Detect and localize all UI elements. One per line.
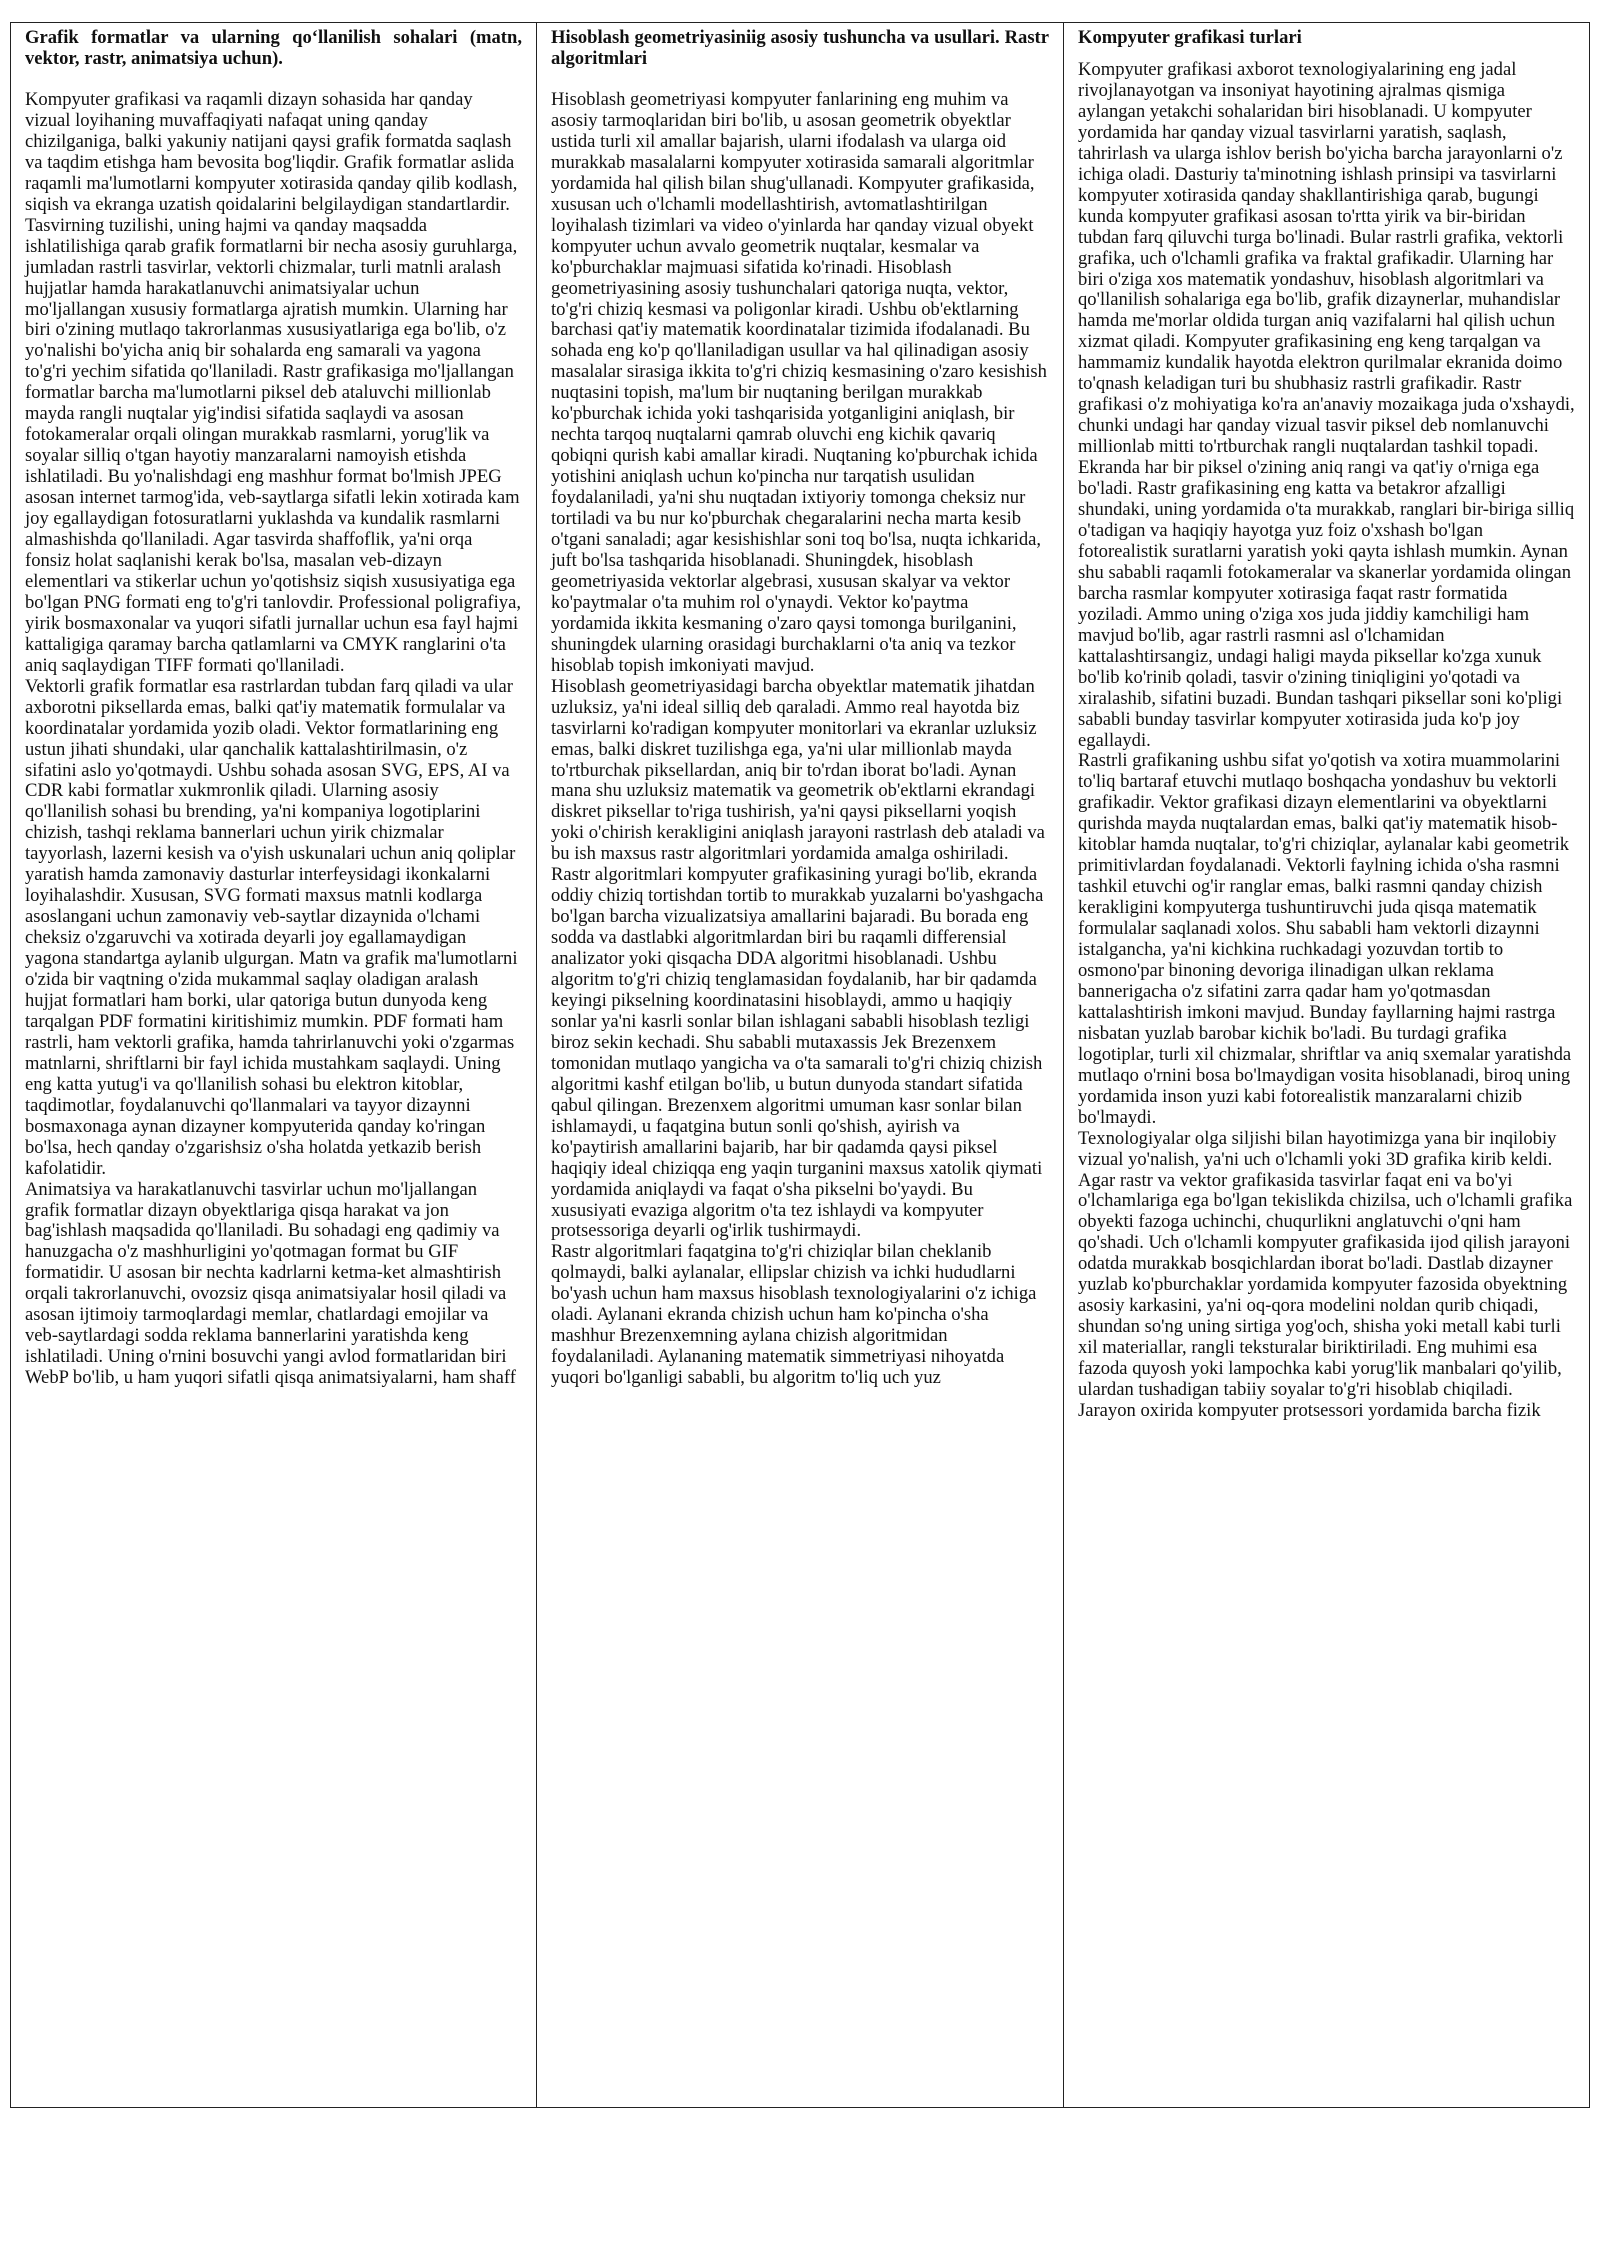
paragraph: Animatsiya va harakatlanuvchi tasvirlar uchun mo'ljallangan grafik formatlar dizayn obyektlariga qisqa harakat va jon bag'ishlash maqsadida qo'llaniladi. Bu sohadagi eng qadimiy va hanuzgacha o'z mashhurligini yo'qotmagan format bu GIF formatidir. U asosan bir nechta kadrlarni ketma-ket almashtirish orqali takrorlanuvchi, ovozsiz qisqa animatsiyalar hosil qiladi va asosan ijtimoiy tarmoqlardagi memlar, chatlardagi emojilar va veb-saytlardagi sodda reklama bannerlarini yaratishda keng ishlatiladi. Uning o'rnini bosuvchi yangi avlod formatlaridan biri WebP bo'lib, u ham yuqori sifatli qisqa animatsiyalarni, ham shaff [25,1178,516,1389]
paragraph: Hisoblash geometriyasi kompyuter fanlarining eng muhim va asosiy tarmoqlaridan biri bo'lib, u asosan geometrik obyektlar ustida turli xil amallar bajarish, ularni ifodalash va ularga oid murakkab masalalarni kompyuter xotirasida samarali algoritmlar yordamida hal qilish bilan shug'ullanadi. Kompyuter grafikasida, xususan uch o'lchamli modellashtirish, avtomatlashtirilgan loyihalash tizimlari va video o'yinlarda har qanday vizual obyekt kompyuter uchun avvalo geometrik nuqtalar, kesmalar va ko'pburchaklar majmuasi sifatida ko'rinadi. Hisoblash geometriyasining asosiy tushunchalari qatoriga nuqta, vektor, to'g'ri chiziq kesmasi va poligonlar kiradi. Ushbu ob'ektlarning barchasi qat'iy matematik koordinatalar tizimida ifodalanadi. Bu sohada eng ko'p qo'llaniladigan usullar va hal qilinadigan asosiy masalalar sirasiga ikkita to'g'ri chiziq kesmasining o'zaro kesishish nuqtasini topish, ma'lum bir nuqtaning berilgan murakkab ko'pburchak ichida yoki tashqarisida yotganligini aniqlash, bir nechta tarqoq nuqtalarni qamrab oluvchi eng kichik qavariq qobiqni qurish kabi amallar kiradi. Nuqtaning ko'pburchak ichida yotishini aniqlash uchun ko'pincha nur tarqatish usulidan foydalaniladi, ya'ni shu nuqtadan ixtiyoriy tomonga cheksiz nur tortiladi va bu nur ko'pburchak chegaralarini necha marta kesib o'tgani sanaladi; agar kesishishlar soni toq bo'lsa, nuqta ichkarida, juft bo'lsa tashqarida hisoblanadi. Shuningdek, hisoblash geometriyasida vektorlar algebrasi, xususan skalyar va vektor ko'paytmalar o'ta muhim rol o'ynaydi. Vektor ko'paytma yordamida ikkita kesmaning o'zaro qaysi tomonga burilganini, shuningdek ularning orasidagi burchaklarni o'ta aniq va tezkor hisoblab topish imkoniyati mavjud. [551,89,1047,676]
column-title: Grafik formatlar va ularning qo‘llanilish sohalari (matn, vektor, rastr, animatsiya uchun). [25,27,522,69]
column-graphic-formats [11,23,536,2107]
paragraph: Vektorli grafik formatlar esa rastrlardan tubdan farq qiladi va ular axborotni piksellarda emas, balki qat'iy matematik formulalar va koordinatalar yordamida yozib oladi. Vektor formatlarining eng ustun jihati shundaki, ular qanchalik kattalashtirilmasin, o'z sifatini aslo yo'qotmaydi. Ushbu sohada asosan SVG, EPS, AI va CDR kabi formatlar xukmronlik qiladi. Ularning asosiy qo'llanilish sohasi bu brending, ya'ni kompaniya logotiplarini chizish, tashqi reklama bannerlari uchun yirik chizmalar tayyorlash, lazerni kesish va o'yish uskunalari uchun aniq qoliplar yaratish hamda zamonaviy dasturlar interfeysidagi ikonkalarni loyihalashdir. Xususan, SVG formati maxsus matnli kodlarga asoslangani uchun zamonaviy veb-saytlar dizaynida o'lchami cheksiz o'zgaruvchi va xotirada deyarli joy egallamaydigan yagona standartga aylanib ulgurgan. Matn va grafik ma'lumotlarni o'zida bir vaqtning o'zida mukammal saqlay oladigan aralash hujjat formatlari ham borki, ular qatoriga butun dunyoda keng tarqalgan PDF formatini kiritishimiz mumkin. PDF formati ham rastrli, ham vektorli grafika, hamda tahrirlanuvchi yoki o'zgarmas matnlarni, shriftlarni bir fayl ichida mustahkam saqlaydi. Uning eng katta yutug'i va qo'llanilish sohasi bu elektron kitoblar, taqdimotlar, foydalanuvchi qo'llanmalari va tayyor dizaynni bosmaxonaga aynan dizayner kompyuterida qanday ko'ringan bo'lsa, hech qanday o'zgarishsiz o'sha holatda yetkazib berish kafolatidir. [25,675,518,1179]
paragraph: Rastr algoritmlari faqatgina to'g'ri chiziqlar bilan cheklanib qolmaydi, balki aylanalar, ellipslar chizish va ichki hududlarni bo'yash uchun ham maxsus hisoblash texnologiyalarini o'z ichiga oladi. Aylanani ekranda chizish uchun ham ko'pincha o'sha mashhur Brezenxemning aylana chizish algoritmidan foydalaniladi. Aylananing matematik simmetriyasi nihoyatda yuqori bo'lganligi sababli, bu algoritm to'liq uch yuz [551,1241,1037,1389]
paragraph: Rastrli grafikaning ushbu sifat yo'qotish va xotira muammolarini to'liq bartaraf etuvchi mutlaqo boshqacha yondashuv bu vektorli grafikadir. Vektor grafikasi dizayn elementlarini va obyektlarni qurishda mayda nuqtalardan emas, balki qat'iy matematik hisob-kitoblar hamda nuqtalar, to'g'ri chiziqlar, aylanalar kabi geometrik primitivlardan foydalanadi. Vektorli faylning ichida o'sha rasmni tashkil etuvchi og'ir ranglar emas, balki rasmni qanday chizish kerakligini kompyuterga tushuntiruvchi juda qisqa matematik formulalar saqlanadi xolos. Shu sababli ham vektorli dizaynni istalgancha, ya'ni kichkina ruchkadagi yozuvdan tortib to osmono'par binoning devoriga ilinadigan ulkan reklama bannerigacha o'z sifatini zarra qadar ham yo'qotmasdan kattalashtirish imkoni mavjud. Bunday fayllarning hajmi rastrga nisbatan yuzlab barobar kichik bo'ladi. Bu turdagi grafika logotiplar, turli xil chizmalar, shriftlar va aniq sxemalar yaratishda mutlaqo o'rnini bosa bo'lmaydigan vosita hisoblanadi, biroq uning yordamida inson yuzi kabi fotorealistik manzaralarni chizib bo'lmaydi. [1078,750,1572,1128]
column-computational-geometry [536,23,1063,2107]
paragraph: Kompyuter grafikasi va raqamli dizayn sohasida har qanday vizual loyihaning muvaffaqiyati nafaqat uning qanday chizilganiga, balki yakuniy natijani qaysi grafik formatda saqlash va taqdim etishga ham bevosita bog'liqdir. Grafik formatlar aslida raqamli ma'lumotlarni kompyuter xotirasida qanday qilib kodlash, siqish va ekranga uzatish qoidalarini belgilaydigan standartlardir. Tasvirning tuzilishi, uning hajmi va qanday maqsadda ishlatilishiga qarab grafik formatlarni bir necha asosiy guruhlarga, jumladan rastrli tasvirlar, vektorli chizmalar, turli matnli aralash hujjatlar hamda harakatlanuvchi animatsiyalar uchun mo'ljallangan xususiy formatlarga ajratish mumkin. Ularning har biri o'zining mutlaqo takrorlanmas xususiyatlariga ega bo'lib, o'z yo'nalishi bo'yicha aniq bir sohalarda eng samarali va yagona to'g'ri yechim sifatida qo'llaniladi. Rastr grafikasiga mo'ljallangan formatlar barcha ma'lumotlarni piksel deb ataluvchi millionlab mayda rangli nuqtalar yig'indisi sifatida saqlaydi va asosan fotokameralar orqali olingan murakkab rasmlarni, yorug'lik va soyalar silliq o'tgan hayotiy manzaralarni namoyish etishda ishlatiladi. Bu yo'nalishdagi eng mashhur format bo'lmish JPEG asosan internet tarmog'ida, veb-saytlarga sifatli lekin xotirada kam joy egallaydigan fotosuratlarni yuklashda va kundalik rasmlarni almashishda qo'llaniladi. Agar tasvirda shaffoflik, ya'ni orqa fonsiz holat saqlanishi kerak bo'lsa, masalan veb-dizayn elementlari va stikerlar uchun yo'qotishsiz siqish xususiyatiga ega bo'lgan PNG formati eng to'g'ri tanlovdir. Professional poligrafiya, yirik bosmaxonalar va yuqori sifatli jurnallar uchun esa fayl hajmi kattaligiga qaramay barcha qatlamlarni va CMYK ranglarini o'ta aniq saqlaydigan TIFF formati qo'llaniladi. [25,89,521,676]
paragraph: Kompyuter grafikasi axborot texnologiyalarining eng jadal rivojlanayotgan va insoniyat hayotining ajralmas qismiga aylangan yetakchi sohalaridan biri hisoblanadi. U kompyuter yordamida har qanday vizual tasvirlarni yaratish, saqlash, tahrirlash va ularga ishlov berish bo'yicha barcha jarayonlarni o'z ichiga oladi. Dasturiy ta'minotning ishlash prinsipi va tasvirlarni kompyuter xotirasida qanday shakllantirishiga qarab, bugungi kunda kompyuter grafikasi asosan to'rtta yirik va bir-biridan tubdan farq qiluvchi turga bo'linadi. Bular rastrli grafika, vektorli grafika, uch o'lchamli grafika va fraktal grafikadir. Ularning har biri o'ziga xos matematik yondashuv, hisoblash algoritmlari va qo'llanilish sohalariga ega bo'lib, grafik dizaynerlar, muhandislar hamda me'morlar oldida turgan aniq vazifalarni hal qilish uchun xizmat qiladi. Kompyuter grafikasining eng keng tarqalgan va hammamiz kundalik hayotda elektron qurilmalar ekranida doimo to'qnash keladigan turi bu shubhasiz rastrli grafikadir. Rastr grafikasi o'z mohiyatiga ko'ra an'anaviy mozaikaga juda o'xshaydi, chunki undagi har qanday vizual tasvir piksel deb nomlanuvchi millionlab mitti to'rtburchak rangli nuqtalardan tashkil topadi. Ekranda har bir piksel o'zining aniq rangi va qat'iy o'rniga ega bo'ladi. Rastr grafikasining eng katta va betakror afzalligi shundaki, uning yordamida o'ta murakkab, ranglari bir-biriga silliq o'tadigan va haqiqiy hayotga yuz foiz o'xshash bo'lgan fotorealistik suratlarni yaratish yoki qayta ishlash mumkin. Aynan shu sababli raqamli fotokameralar va skanerlar yordamida olingan barcha rasmlar kompyuter xotirasiga faqat rastr formatida yoziladi. Ammo uning o'ziga xos juda jiddiy kamchiligi ham mavjud bo'lib, agar rastrli rasmni asl o'lchamidan kattalashtirsangiz, undagi haligi mayda piksellar ko'zga xunuk bo'lib ko'rinib qoladi, tasvir o'zining tiniqligini yo'qotadi va xiralashib, sifatini buzadi. Bundan tashqari piksellar soni ko'pligi sababli bunday tasvirlar kompyuter xotirasida juda ko'p joy egallaydi. [1078,59,1575,751]
column-title: Kompyuter grafikasi turlari [1078,27,1302,48]
spacer [25,69,522,90]
document-table [10,22,1590,2108]
spacer [551,69,1049,90]
paragraph: Hisoblash geometriyasidagi barcha obyektlar matematik jihatdan uzluksiz, ya'ni ideal silliq deb qaraladi. Ammo real hayotda biz tasvirlarni ko'radigan kompyuter monitorlari va ekranlar uzluksiz emas, balki diskret tuzilishga ega, ya'ni ular millionlab mayda to'rtburchak piksellardan, aniq bir to'rdan iborat bo'ladi. Aynan mana shu uzluksiz matematik va geometrik ob'ektlarni ekrandagi diskret piksellar to'riga tushirish, ya'ni qaysi piksellarni yoqish yoki o'chirish kerakligini aniqlash jarayoni rastrlash deb ataladi va bu ish maxsus rastr algoritmlari yordamida amalga oshiriladi. Rastr algoritmlari kompyuter grafikasining yuragi bo'lib, ekranda oddiy chiziq tortishdan tortib to murakkab yuzalarni bo'yashgacha bo'lgan barcha vizualizatsiya amallarini bajaradi. Bu borada eng sodda va dastlabki algoritmlardan biri bu raqamli differensial analizator yoki qisqacha DDA algoritmi hisoblanadi. Ushbu algoritm to'g'ri chiziq tenglamasidan foydalanib, har bir qadamda keyingi pikselning koordinatasini hisoblaydi, ammo u haqiqiy sonlar ya'ni kasrli sonlar bilan ishlagani sababli hisoblash tezligi biroz sekin kechadi. Shu sababli mutaxassis Jek Brezenxem tomonidan mutlaqo yangicha va o'ta samarali to'g'ri chiziq chizish algoritmi kashf etilgan bo'lib, u butun dunyoda standart sifatida qabul qilingan. Brezenxem algoritmi umuman kasr sonlar bilan ishlamaydi, u faqatgina butun sonli qo'shish, ayirish va ko'paytirish amallarini bajarib, har bir qadamda qaysi piksel haqiqiy ideal chiziqqa eng yaqin turganini maxsus xatolik qiymati yordamida aniqlaydi va faqat o'sha pikselni bo'yaydi. Bu xususiyati evaziga algoritm o'ta tez ishlaydi va kompyuter protsessoriga deyarli og'irlik tushirmaydi. [551,675,1045,1242]
column-title: Hisoblash geometriyasiniig asosiy tushuncha va usullari. Rastr algoritmlari [551,27,1049,69]
paragraph: Texnologiyalar olga siljishi bilan hayotimizga yana bir inqilobiy vizual yo'nalish, ya'ni uch o'lchamli yoki 3D grafika kirib keldi. Agar rastr va vektor grafikasida tasvirlar faqat eni va bo'yi o'lchamlariga ega bo'lgan tekislikda chizilsa, uch o'lchamli grafika obyekti fazoga uchinchi, chuqurlikni anglatuvchi o'qni ham qo'shadi. Uch o'lchamli kompyuter grafikasida ijod qilish jarayoni odatda murakkab bosqichlardan iborat bo'ladi. Dastlab dizayner yuzlab ko'pburchaklar yordamida kompyuter fazosida obyektning asosiy karkasini, ya'ni oq-qora modelini noldan qurib chiqadi, shundan so'ng uning sirtiga yog'och, shisha yoki metall kabi turli xil materiallar, rangli teksturalar biriktiriladi. Eng muhimi esa fazoda quyosh yoki lampochka kabi yorug'lik manbalari qo'yilib, ulardan tushadigan tabiiy soyalar to'g'ri hisoblab chiqiladi. Jarayon oxirida kompyuter protsessori yordamida barcha fizik [1078,1127,1573,1421]
column-graphics-types [1063,23,1589,2107]
